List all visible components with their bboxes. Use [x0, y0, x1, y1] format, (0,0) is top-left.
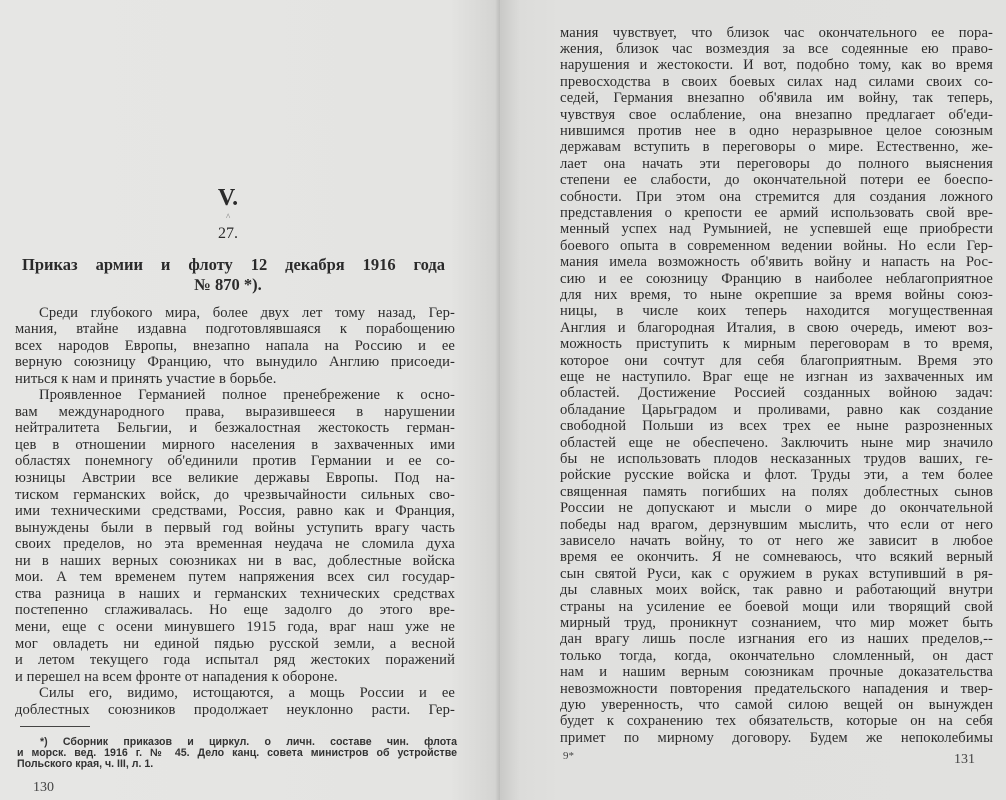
text-line: нам и нашим верным союзникам прочные доказательства [560, 664, 993, 681]
section-number: V. [217, 185, 239, 211]
document-number: 27. [218, 225, 238, 242]
text-line: степени ее слабости, до окончательной потери ее боеспо- [560, 172, 993, 189]
text-line: мания, втайне издавна подготовлявшаяся к порабощению [15, 321, 455, 338]
text-line: превосходства в своих боевых силах над силами своих со- [560, 73, 993, 90]
text-line: боевого опыта в современном ведении войны. Но если Гер- [560, 237, 993, 254]
text-line: только тогда, когда, окончательно сломленный, он даст [560, 647, 993, 664]
text-line: зависело начать войну, то от него же зависит в любое [560, 532, 993, 549]
print-mark: ^ [226, 212, 231, 222]
page-number-left: 130 [33, 780, 54, 795]
text-line: жения, близок час возмездия за все содеянные ею право- [560, 40, 993, 57]
text-line: ни в наших верных союзниках ни в вас, доблестные войска [15, 552, 455, 569]
text-line: мои. А тем временем путем напряжения всех сил государ- [15, 569, 455, 586]
text-line: постепенно сглаживалась. Но еще задолго до этого вре- [15, 602, 455, 619]
text-line: и летом текущего года испытал ряд жестоких поражений [15, 652, 455, 669]
text-line: будет к сохранению тех обязательств, которые он на себя [560, 713, 993, 730]
text-line: бы не использовать плодов несказанных трудов ваших, ге- [560, 450, 993, 467]
footnote-divider [20, 726, 90, 727]
text-line: чувствуя свое ослабление, она внезапно предлагает об'еди- [560, 106, 993, 123]
signature-mark: 9* [563, 750, 574, 762]
text-line: ими техническими средствами, Россия, равно как и Франция, [15, 503, 455, 520]
text-line: юзницы Австрии все великие державы Европы. Под на- [15, 470, 455, 486]
text-line: нарушения и жестокости. И вот, подобно тому, как во время [560, 57, 993, 74]
text-line: дан врагу лишь после изгнания его из наших пределов,-- [560, 631, 993, 648]
right-page [500, 0, 1006, 800]
text-line: менный успех над Румынией, не успевшей еще приобрести [560, 221, 993, 238]
text-line: мания чувствует, что близок час окончательного ее пора- [560, 24, 993, 41]
text-line: собности. При этом она стремится для создания ложного [560, 188, 993, 205]
text-line: нившимся против нее в одно неразрывное целое союзным [560, 122, 993, 139]
text-line: можность приступить к мирным переговорам в то время, [560, 336, 993, 353]
footnote-line: Польского края, ч. III, л. 1. [17, 758, 154, 770]
text-line: всех народов Европы, внезапно напала на Россию и ее [15, 337, 455, 354]
document-heading: Приказ армии и флоту 12 декабря 1916 года [22, 255, 445, 274]
text-line: седей, Германия внезапно об'явила им войну, так теперь, [560, 90, 993, 107]
text-line: еще не наступило. Враг еще не изгнан из захваченных им [560, 368, 993, 385]
footnote-line: *) Сборник приказов и циркул. о личн. составе чин. флота [40, 736, 457, 748]
text-line: доблестных союзников продолжает неуклонно расти. Гер- [15, 701, 455, 718]
text-line: мирный труд, проникнут сознанием, что мир может быть [560, 614, 993, 631]
text-line: державам вступить в переговоры о мире. Естественно, же- [560, 139, 993, 156]
text-line: ства разница в наших и германских технических средствах [15, 585, 455, 602]
text-line: своих пределов, но эта временная неудача не сломила духа [15, 536, 455, 553]
text-line: мени, еще с осени минувшего 1915 года, враг наш уже не [15, 618, 455, 635]
text-line: представления о крепости ее армий использовать свой вре- [560, 204, 993, 221]
text-line: дую уверенность, что самой силою вещей он вынужден [560, 696, 993, 713]
text-line: цев в отношении мирного населения в захваченных ими [15, 436, 455, 453]
page-number-right: 131 [954, 752, 975, 767]
text-line: верную союзницу Францию, что вынудило Англию присоеди- [15, 354, 455, 371]
text-line: невозможности повторения предательского нападения и твер- [560, 680, 993, 697]
text-line: областях понемногу об'единили против Германии и ее со- [15, 453, 455, 470]
text-line: мог овладеть ни единой пядью русской земли, а весной [15, 635, 455, 652]
text-line: мания имела возможность об'явить войну и напасть на Рос- [560, 254, 993, 271]
text-line: сию и ее союзницу Францию в наиболее неблагоприятное [560, 270, 993, 287]
text-line: Проявленное Германией полное пренебрежение к осно- [39, 387, 455, 404]
text-line: ниться к нам и принять участие в борьбе. [15, 370, 277, 387]
text-line: областей еще не обеспечено. Заключить ныне мир значило [560, 434, 993, 451]
text-line: Силы его, видимо, истощаются, а мощь России и ее [39, 685, 455, 702]
text-line: свободной Польши из всех трех ее ныне разрозненных [560, 418, 993, 435]
footnote-line: и морск. вед. 1916 г. № 45. Дело канц. совета министров об устройстве [17, 747, 457, 759]
text-line: для них время, то ныне окрепшие за время войны союз- [560, 286, 993, 303]
text-line: сын святой Руси, как с оружием в руках вступивший в ря- [560, 565, 993, 582]
left-page [0, 0, 500, 800]
text-line: примет по мирному договору. Будем же непоколебимы [560, 729, 993, 746]
text-line: вынуждены были в первый год войны уступить врагу часть [15, 519, 455, 536]
text-line: России не допускают и мысли о мире до окончательной [560, 500, 993, 517]
text-line: страны на усиление ее боевой мощи или творящий свой [560, 598, 993, 615]
text-line: и перешел на всем фронте от нападения к обороне. [15, 668, 338, 685]
text-line: победы над врагом, дерзнувшим мыслить, что если от него [560, 516, 993, 533]
text-line: которое они сочтут для себя благоприятным. Время это [560, 352, 993, 369]
text-line: ницы, в числе коих теперь находится могущественная [560, 303, 993, 320]
text-line: ройские русские войска и флот. Труды эти, а тем более [560, 467, 993, 484]
document-heading-number: № 870 *). [194, 275, 262, 294]
text-line: обладание Царьградом и проливами, равно как создание [560, 401, 993, 418]
text-line: Англия и благородная Италия, в свою очередь, имеют воз- [560, 319, 993, 336]
text-line: Среди глубокого мира, более двух лет тому назад, Гер- [39, 304, 455, 321]
text-line: нейтралитета Бельгии, и безжалостная жестокость герман- [15, 420, 455, 437]
text-line: время ее окончить. Я не сомневаюсь, что всякий верный [560, 549, 993, 566]
text-line: областей. Достижение Россией созданных войною задач: [560, 385, 993, 402]
text-line: вам международного права, выразившееся в нарушении [15, 403, 455, 420]
text-line: тиском германских войск, до чрезвычайности сильных сво- [15, 486, 455, 503]
text-line: священная память погибших на полях доблестных сынов [560, 483, 993, 500]
text-line: ды славных моих войск, так равно и работающий внутри [560, 582, 993, 599]
text-line: лает она начать эти переговоры до полного выяснения [560, 155, 993, 172]
